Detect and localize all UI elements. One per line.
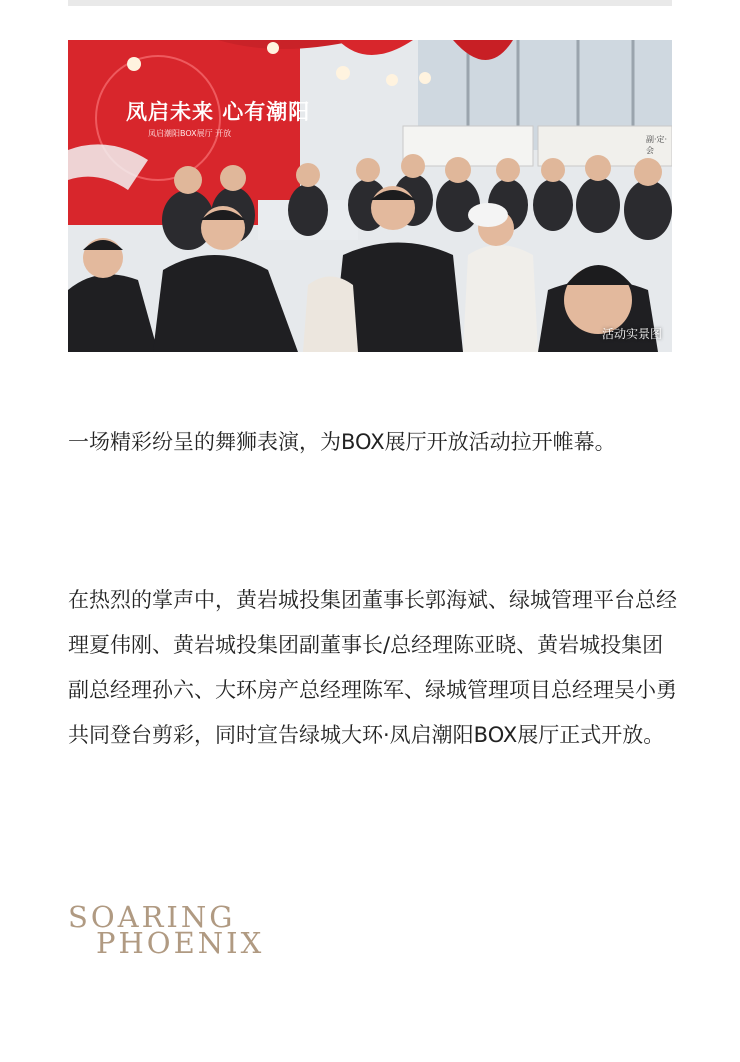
photo-caption: 活动实景图 — [601, 327, 662, 341]
logo-line-2: PHOENIX — [96, 926, 265, 960]
logo-line-1: SOARING — [68, 900, 236, 934]
backdrop-title: 凤启未来 心有潮阳 — [126, 99, 311, 124]
paragraph-ceremony: 在热烈的掌声中，黄岩城投集团董事长郭海斌、绿城管理平台总经理夏伟刚、黄岩城投集团副董事长/总经理陈亚晓、黄岩城投集团副总经理孙六、大环房产总经理陈军、绿城管理项目总经理吴小勇共同登台剪彩，同时宣告绿城大环·凤启潮阳BOX展厅正式开放。 — [68, 588, 677, 747]
event-photo — [68, 40, 672, 352]
soaring-phoenix-logo — [68, 902, 278, 962]
paragraph-opening: 一场精彩纷呈的舞狮表演，为BOX展厅开放活动拉开帷幕。 — [68, 430, 616, 454]
top-divider — [68, 0, 672, 6]
event-photo-illustration — [68, 40, 672, 352]
backdrop-subtitle: 凤启潮阳BOX展厅 开放 — [148, 129, 232, 138]
board-label: 副·定·会 — [646, 135, 668, 155]
